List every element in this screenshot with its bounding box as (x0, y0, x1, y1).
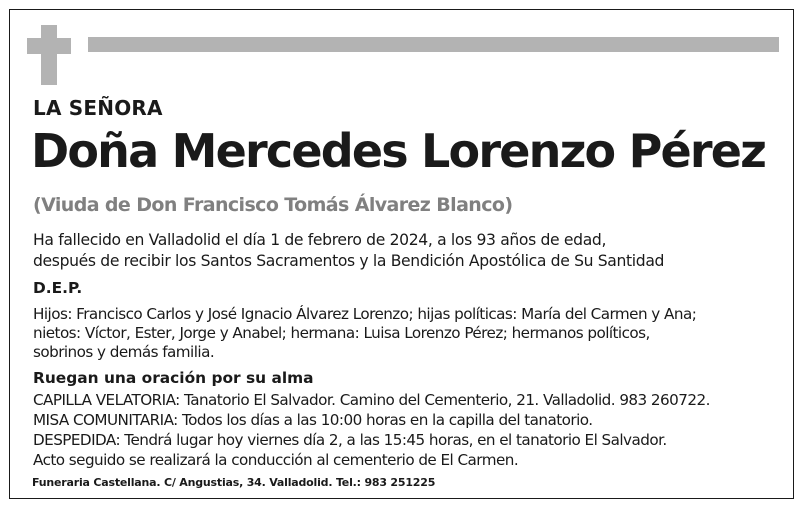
prayer-line: Ruegan una oración por su alma (33, 369, 314, 387)
cross-vertical-bar (41, 25, 57, 85)
widow-of-line: (Viuda de Don Francisco Tomás Álvarez Blanco) (33, 194, 513, 216)
info-line-2: MISA COMUNITARIA: Todos los días a las 10:00 horas en la capilla del tanatorio. (33, 411, 593, 429)
family-line-1: Hijos: Francisco Carlos y José Ignacio Álvarez Lorenzo; hijas políticas: María del Carmen y Ana; (33, 305, 697, 323)
info-line-1: CAPILLA VELATORIA: Tanatorio El Salvador. Camino del Cementerio, 21. Valladolid. 983 260722. (33, 391, 710, 409)
title-prefix: LA SEÑORA (33, 96, 163, 120)
dep-line: D.E.P. (33, 279, 83, 297)
family-line-2: nietos: Víctor, Ester, Jorge y Anabel; hermana: Luisa Lorenzo Pérez; hermanos políticos, (33, 324, 650, 342)
death-line-1: Ha fallecido en Valladolid el día 1 de febrero de 2024, a los 93 años de edad, (33, 231, 607, 249)
deceased-name: Doña Mercedes Lorenzo Pérez (31, 124, 766, 178)
info-line-4: Acto seguido se realizará la conducción al cementerio de El Carmen. (33, 451, 519, 469)
header-divider-bar (88, 37, 779, 52)
cross-horizontal-bar (27, 38, 71, 54)
death-line-2: después de recibir los Santos Sacramentos y la Bendición Apostólica de Su Santidad (33, 252, 665, 270)
funeral-home-footer: Funeraria Castellana. C/ Angustias, 34. Valladolid. Tel.: 983 251225 (32, 476, 436, 489)
family-line-3: sobrinos y demás familia. (33, 343, 215, 361)
info-line-3: DESPEDIDA: Tendrá lugar hoy viernes día 2, a las 15:45 horas, en el tanatorio El Salvador. (33, 431, 667, 449)
